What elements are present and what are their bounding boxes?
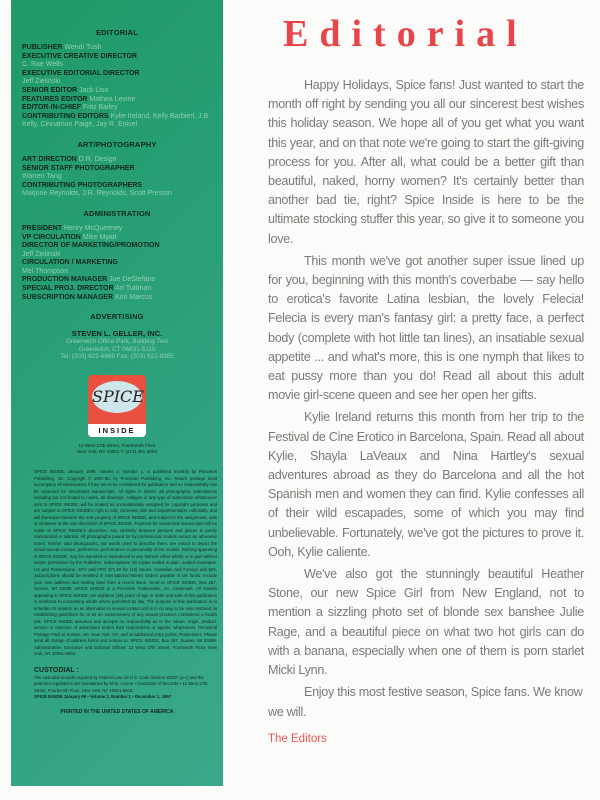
custodial-heading: CUSTODIAL : [34, 666, 79, 674]
logo-sub: INSIDE [88, 424, 146, 437]
role-title: PRODUCTION MANAGER [22, 276, 108, 284]
advertising-contact [11, 329, 223, 361]
paragraph: Enjoy this most festive season, Spice fans. We know we will. [268, 685, 583, 719]
masthead-entry [22, 104, 217, 113]
address-line-1: 12 West 27th Street, Fourteenth Floor [78, 443, 156, 449]
custodial-section [34, 666, 217, 701]
masthead-entry [22, 276, 217, 285]
staff-name: Art Tuttman [115, 285, 152, 293]
masthead-entry [22, 242, 217, 259]
staff-name: Mike Myatt [82, 233, 117, 241]
administration-heading: ADMINISTRATION [83, 208, 151, 218]
office-address [11, 443, 223, 455]
staff-name: Joe DeStefano [109, 276, 156, 284]
role-title: SENIOR STAFF PHOTOGRAPHER [22, 164, 135, 172]
role-title: FEATURES EDITOR [22, 95, 88, 103]
advertising-phone: Tel: (203) 622-6669 Fax: (203) 622-8885 [60, 353, 174, 361]
masthead-entry [22, 294, 217, 303]
paragraph: This month we've got another super issue lined up for you, beginning with this month's coverbabe — say hello to erotica's favorite Latina lesbian, the lovely Felecia! Felecia is every man's fantasy girl: a pretty face, a perfect body (complete with hot little tan lines), an insatiable sexual appetite ... and what's more, this is one nymph that likes to eat pussy more than you do! Read all about this adult movie girl-scene queen and see her open her gifts. [268, 253, 584, 403]
role-title: SENIOR EDITOR [22, 86, 78, 94]
masthead-entry [22, 70, 217, 87]
role-title: CIRCULATION / MARKETING [22, 259, 118, 267]
masthead-entry [22, 165, 217, 182]
staff-name: Henry McQueeney [64, 224, 123, 232]
advertising-heading: ADVERTISING [90, 312, 144, 322]
address-line-2: New York, NY 10001 T: (212) 481-3004 [77, 449, 157, 455]
article-column [268, 76, 584, 746]
custodial-text: The custodial records required by Federal Law 18 U.S. Code Section #2257 (a-c) and the pertinent regulations are maintained by M.W. Levine • Custodian of Records • 12 West 27th Street, Fourteenth Floor, New York, NY 10001-6903. [34, 674, 208, 693]
art-staff-list [22, 156, 217, 199]
role-title: VP CIRCULATION [22, 233, 81, 241]
custodial-issue: SPICE INSIDE January 98 • Volume 2, Number 1 • December 1, 1997 [34, 694, 172, 700]
staff-name: Jack Lisa [79, 86, 109, 94]
masthead-entry [22, 44, 217, 53]
administration-staff-list [22, 225, 217, 302]
art-heading: ART/PHOTOGRAPHY [77, 139, 157, 149]
logo-word: SPICE [92, 381, 142, 413]
role-title: CONTRIBUTING EDITORS [22, 112, 109, 120]
role-title: ART DIRECTION [22, 155, 77, 163]
role-title: EXECUTIVE CREATIVE DIRECTOR [22, 52, 137, 60]
masthead-entry [22, 182, 217, 199]
masthead-entry [22, 259, 217, 276]
masthead-entry [22, 96, 217, 105]
staff-name: Kylie Ireland, Kelly Barbieri, J.B. Kelly, Cinnamon Paige, Jay R. Enivel [22, 112, 211, 129]
role-title: DIRECTOR OF MARKETING/PROMOTION [22, 242, 160, 250]
masthead-entry [22, 156, 217, 165]
masthead-entry [22, 87, 217, 96]
editorial-staff-list [22, 44, 217, 130]
role-title: EXECUTIVE EDITORIAL DIRECTOR [22, 69, 140, 77]
masthead-entry [22, 53, 217, 70]
advertising-address-1: Greenwich Office Park, Building Two [66, 338, 168, 346]
role-title: PUBLISHER [22, 44, 63, 51]
role-title: CONTRIBUTING PHOTOGRAPHERS [22, 181, 143, 189]
signature: The Editors [268, 732, 327, 745]
staff-name: Marjorie Reynolds, J.R. Reynolds, Scott Preston [22, 190, 172, 198]
masthead-entry [22, 285, 217, 294]
staff-name: Mel Thompson [22, 267, 69, 275]
staff-name: D.R. Design [78, 155, 117, 163]
staff-name: Jeff Zielinski [22, 250, 61, 258]
legal-fine-print: SPICE INSIDE, January 1998, Volume 2, Number 1, is published monthly by Princeton Publishing, Inc. Copyright © 1997-98, by Princeton Publishing, Inc. Return postage must accompany all submissions if they are to be considered for publication and no responsibility can be assumed for unsolicited manuscripts. All rights in letters, all photographic submissions including but not limited to nudes, all drawings, collages or any type of submission whatsoever sent to SPICE INSIDE, will be treated as unconditionally assigned for copyright purposes and are subject to SPICE INSIDE's right to edit, comment, title and departmentalize editorially, and will thereupon become the sole property of SPICE INSIDE, and subject to the assignment, sale or whatever at the sole discretion of SPICE INSIDE. Payment for unsolicited manuscripts will be made at SPICE INSIDE's discretion. Any similarity between persons and places is purely coincidental or satirical. All photographs posed for by professional models except as otherwise noted. Neither said photographs, nor words used to describe them, are meant to depict the actual sexual conduct, preference, performance or personality of the models. Nothing appearing in SPICE INSIDE, may be reprinted or reproduced in any fashion either wholly or in part without written permission by the Publisher. Subscriptions: All copies mailed in plain, sealed envelopes. US and Possessions, APO and FPO $71.40 for (12) issues. Canadian and Foreign add $25. Subscriptions should be remitted in International Money Orders payable in US funds. Include your new address and mailing label from a recent issue. Send to SPICE INSIDE, Box 267, Sussex, WI 53089. SPICE INSIDE is a Princeton Trademarks, Inc. trademark. All models appearing in SPICE INSIDE, are eighteen (18) years of age or older and sale of this publication is restricted to consenting adults where permitted by law. The purpose of this publication is to entertain its readers as an alternative to sexual contact and is in no way to be misconstrued as establishing guidelines for or as an endorsement of any sexual practices considered a health risk. SPICE INSIDE assumes and accepts no responsibility as to the nature, origin, product, service or outcome of advertisers and/or their respondents or agents, whatsoever. Periodical Postage Paid at Sussex, WI, New York, NY, and at additional entry points. Postmaster: Please send all change of address forms and notices to: SPICE INSIDE, Box 267, Sussex, WI 53089. Administrative, Executive and Editorial Offices: 12 West 27th Street, Fourteenth Floor, New York, NY 10001-6903. [34, 469, 217, 657]
masthead-entry [22, 225, 217, 234]
staff-name: Wendi Tush [64, 44, 102, 51]
advertising-address-2: Greenwich, CT 06831-5115 [78, 345, 156, 353]
masthead-entry [22, 113, 217, 130]
printed-in-usa: PRINTED IN THE UNITED STATES OF AMERICA [60, 708, 174, 715]
role-title: SUBSCRIPTION MANAGER [22, 293, 114, 301]
article-body [268, 76, 584, 722]
staff-name: Fritz Bailey [82, 104, 118, 112]
paragraph: Happy Holidays, Spice fans! Just wanted to start the month off right by sending you all our sincerest best wishes this holiday season. We hope all of you get what you want this year, and on that note we're going to start the gift-giving process for you. After all, what could be a better gift than beautiful, naked, horny women? It's certainly better than another bad tie, right? Spice Inside is here to be the ultimate stocking stuffer this year, so give it to someone you love. [268, 78, 584, 246]
editorial-heading: EDITORIAL [95, 28, 139, 37]
paragraph: We've also got the stunningly beautiful Heather Stone, our new Spice Girl from New England, not to mention a sizzling photo set of blonde sex banshee Julie Rage, and a beautiful piece on what two hot girls can do with a banana, especially when one of them is porn starlet Micki Lynn. [268, 567, 584, 678]
advertising-company: STEVEN L. GELLER, INC. [71, 329, 163, 339]
staff-name: Mathea Levine [89, 95, 136, 103]
paragraph: Kylie Ireland returns this month from her trip to the Festival de Cine Erotico in Barcelona, Spain. Read all about Kylie, Shayla LaVeaux and Nina Hartley's sexual adventures abroad as they do Barcelona and all the hot Spanish men and women they can find. Kylie confesses all of their wild escapades, some of which you may find unbelievable. Fortunately, we've got the pictures to prove it. Ooh, Kylie caliente. [268, 410, 584, 559]
masthead-panel [11, 0, 223, 786]
masthead-entry [22, 234, 217, 243]
page-title: Editorial [283, 13, 528, 55]
staff-name: Kori Marcus [114, 293, 153, 301]
role-title: EDITOR-IN-CHIEF [22, 104, 81, 112]
role-title: SPECIAL PROJ. DIRECTOR [22, 285, 114, 293]
staff-name: Jeff Zielinski [22, 78, 61, 86]
staff-name: C. Rae Wells [22, 61, 63, 69]
role-title: PRESIDENT [22, 224, 63, 232]
staff-name: Warren Tang [22, 173, 62, 181]
spice-inside-logo [88, 375, 146, 437]
